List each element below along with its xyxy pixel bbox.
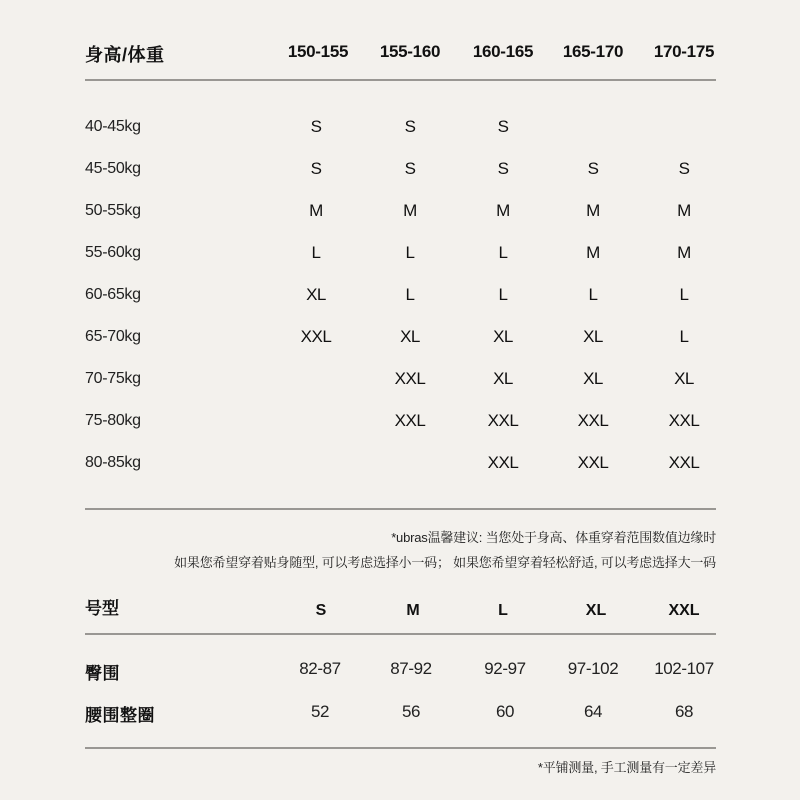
size-cell: S <box>310 159 322 178</box>
weight-row-label: 60-65kg <box>85 286 141 303</box>
size-column-header: XXL <box>668 602 700 619</box>
size-cell: XL <box>674 369 694 388</box>
size-cell: M <box>309 201 323 220</box>
weight-row-label: 65-70kg <box>85 328 141 345</box>
size-cell: L <box>498 243 508 262</box>
size-cell: XL <box>493 327 513 346</box>
size-cell: S <box>678 159 690 178</box>
size-column-header: S <box>315 602 327 619</box>
size-cell: L <box>405 285 415 304</box>
measurement-value: 97-102 <box>567 659 619 678</box>
size-cell: XXL <box>668 411 700 430</box>
size-cell: S <box>587 159 599 178</box>
measurement-value: 68 <box>674 702 694 721</box>
size-cell: XXL <box>577 453 609 472</box>
advice-note-line1: *ubras温馨建议: 当您处于身高、体重穿着范围数值边缘时 <box>391 530 716 545</box>
size-cell: XL <box>493 369 513 388</box>
size-cell: M <box>403 201 417 220</box>
size-cell: S <box>404 117 416 136</box>
size-cell: M <box>586 201 600 220</box>
size-cell: XXL <box>394 411 426 430</box>
size-cell: L <box>679 285 689 304</box>
measurements-header-label: 号型 <box>85 599 119 618</box>
weight-row-label: 55-60kg <box>85 244 141 261</box>
size-cell: L <box>311 243 321 262</box>
size-cell: XXL <box>487 453 519 472</box>
chart-divider <box>85 508 716 510</box>
measurement-value: 60 <box>495 702 515 721</box>
height-column-header: 165-170 <box>562 42 624 61</box>
measurements-divider <box>85 633 716 635</box>
weight-row-label: 75-80kg <box>85 412 141 429</box>
size-cell: L <box>679 327 689 346</box>
size-cell: S <box>497 117 509 136</box>
size-column-header: M <box>406 602 420 619</box>
height-column-header: 150-155 <box>287 42 349 61</box>
size-column-header: L <box>498 602 508 619</box>
weight-row-label: 80-85kg <box>85 454 141 471</box>
size-cell: S <box>404 159 416 178</box>
size-cell: XL <box>306 285 326 304</box>
size-chart-header-label: 身高/体重 <box>85 45 165 65</box>
size-cell: XL <box>400 327 420 346</box>
weight-row-label: 50-55kg <box>85 202 141 219</box>
size-cell: S <box>310 117 322 136</box>
weight-row-label: 45-50kg <box>85 160 141 177</box>
size-cell: S <box>497 159 509 178</box>
measurement-value: 64 <box>583 702 603 721</box>
measurement-row-label: 腰围整圈 <box>85 706 155 725</box>
size-cell: L <box>498 285 508 304</box>
measurement-value: 52 <box>310 702 330 721</box>
measurement-value: 102-107 <box>654 659 714 678</box>
size-cell: XXL <box>487 411 519 430</box>
measurement-footnote: *平铺测量, 手工测量有一定差异 <box>537 760 716 775</box>
size-cell: M <box>586 243 600 262</box>
size-cell: XL <box>583 327 603 346</box>
height-column-header: 160-165 <box>472 42 534 61</box>
size-cell: XXL <box>668 453 700 472</box>
measurement-row-label: 臀围 <box>85 664 120 683</box>
weight-row-label: 70-75kg <box>85 370 141 387</box>
size-cell: M <box>677 201 691 220</box>
height-column-header: 155-160 <box>379 42 441 61</box>
advice-note-line2: 如果您希望穿着贴身随型, 可以考虑选择小一码； 如果您希望穿着轻松舒适, 可以考虑选择大一码 <box>174 555 716 570</box>
size-cell: L <box>588 285 598 304</box>
weight-row-label: 40-45kg <box>85 118 141 135</box>
size-cell: XXL <box>394 369 426 388</box>
size-cell: XL <box>583 369 603 388</box>
size-cell: M <box>677 243 691 262</box>
size-cell: M <box>496 201 510 220</box>
header-divider <box>85 79 716 81</box>
size-cell: L <box>405 243 415 262</box>
size-column-header: XL <box>585 602 607 619</box>
measurement-value: 82-87 <box>299 659 341 678</box>
measurement-value: 92-97 <box>484 659 526 678</box>
measurement-value: 56 <box>401 702 421 721</box>
height-column-header: 170-175 <box>653 42 715 61</box>
size-cell: XXL <box>300 327 332 346</box>
size-cell: XXL <box>577 411 609 430</box>
footer-divider <box>85 747 716 749</box>
measurement-value: 87-92 <box>390 659 432 678</box>
